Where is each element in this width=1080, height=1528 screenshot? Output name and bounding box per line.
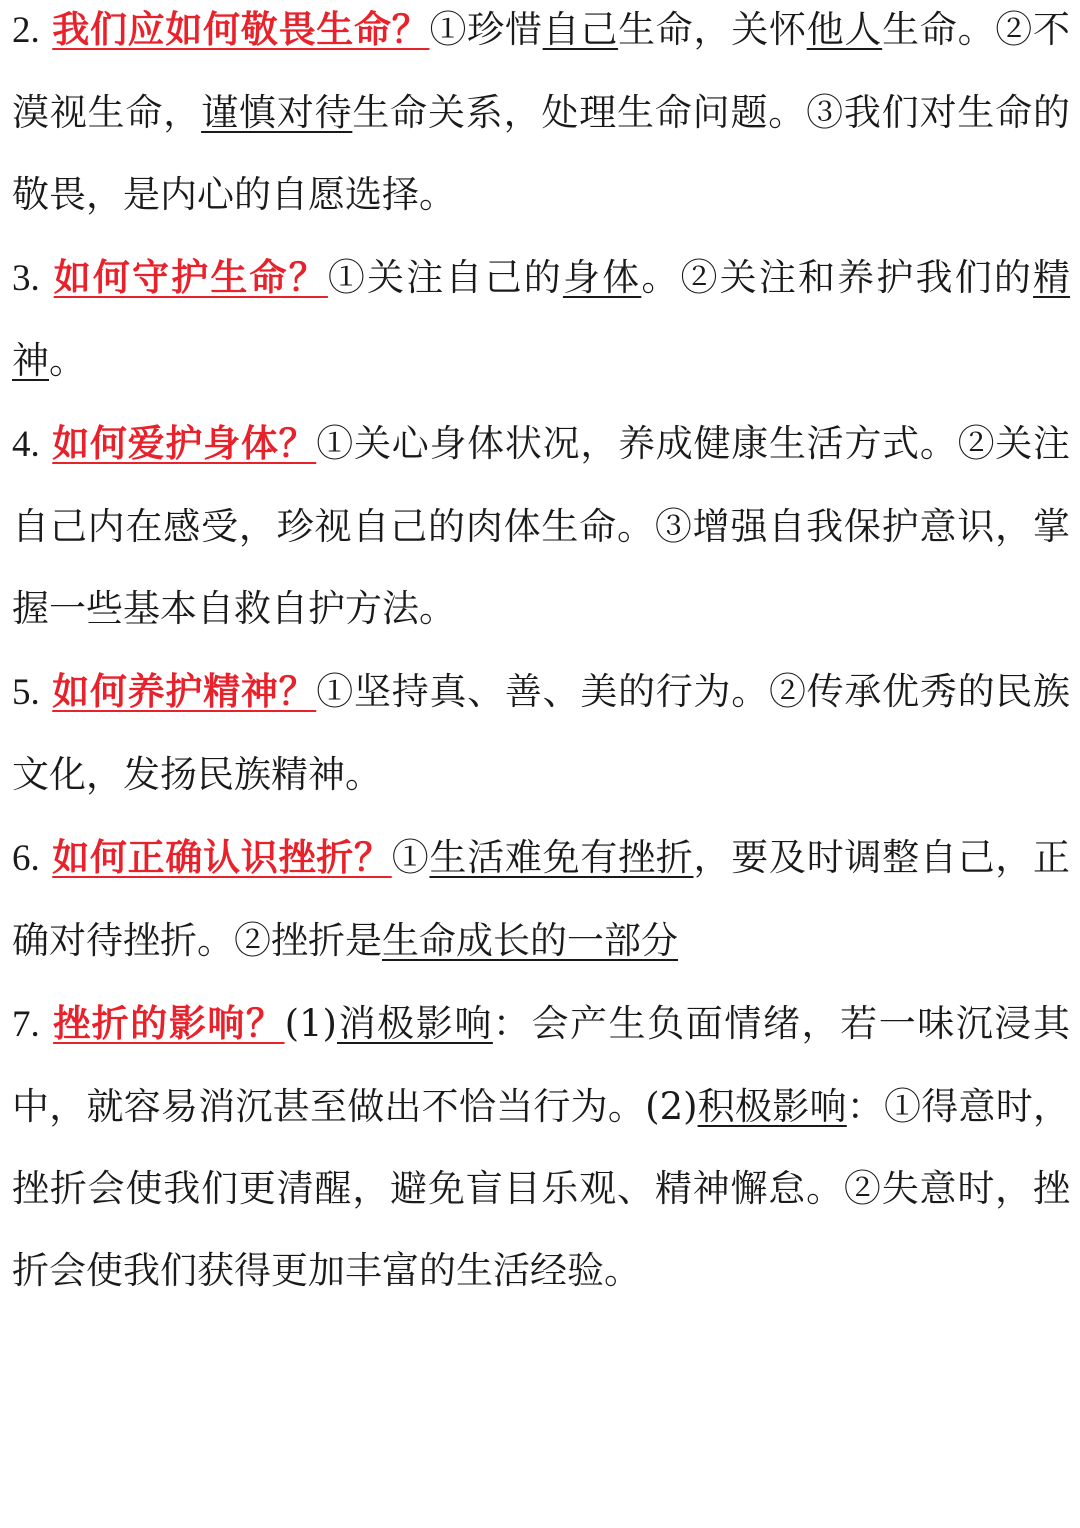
question-heading: 如何守护生命？ [53,255,328,299]
underlined-keyword: 积极影响 [697,1085,847,1128]
question-heading: 如何爱护身体？ [52,421,317,465]
item-number: 4. [12,424,40,465]
underlined-keyword: 谨慎对待 [201,91,353,134]
item-number: 2. [12,10,40,51]
item-number: 7. [12,1004,40,1045]
question-heading: 如何养护精神？ [52,669,317,713]
answer-text: ① [391,836,430,879]
item-number: 5. [12,672,40,713]
note-item-5 [12,650,1070,816]
answer-text: ：①得意时，挫折会使我们更清醒，避免盲目乐观、精神懈怠。②失意时，挫折会使我们获得更加丰富的生活经验。 [12,1085,1070,1292]
answer-text: ，要及时调整自己，正确对待挫折。②挫折是 [12,836,1071,962]
underlined-keyword: 他人 [806,8,883,51]
answer-text: ：会产生负面情绪，若一味沉浸其中，就容易消沉甚至做出不恰当行为。(2) [12,1002,1071,1128]
underlined-keyword: 生活难免有挫折 [429,836,694,879]
item-number: 6. [12,838,40,879]
answer-text: (1) [284,1002,337,1045]
answer-text: 生命关系，处理生命问题。③我们对生命的敬畏，是内心的自愿选择。 [12,91,1071,216]
question-heading: 挫折的影响？ [53,1001,285,1045]
note-item-7 [12,982,1070,1312]
item-number: 3. [12,258,40,299]
answer-text: ①关心身体状况，养成健康生活方式。②关注自己内在感受，珍视自己的肉体生命。③增强自我保护意识，掌握一些基本自救自护方法。 [12,422,1071,630]
underlined-keyword: 自己 [542,8,619,51]
note-item-3 [12,236,1070,402]
answer-text: 生命，关怀 [618,8,807,51]
answer-text: 。 [49,339,86,382]
underlined-keyword: 生命成长的一部分 [382,919,678,962]
note-item-2 [12,0,1070,236]
answer-text: 。②关注和养护我们的 [641,256,1034,299]
answer-text: ①关注自己的 [327,256,563,299]
underlined-keyword: 精神 [12,256,1071,382]
question-heading: 如何正确认识挫折？ [52,835,392,879]
question-heading: 我们应如何敬畏生命？ [52,7,430,51]
answer-text: ①珍惜 [429,8,543,51]
underlined-keyword: 消极影响 [337,1002,493,1045]
answer-text: 生命。②不漠视生命， [12,8,1071,134]
answer-text: ①坚持真、善、美的行为。②传承优秀的民族文化，发扬民族精神。 [12,670,1071,796]
note-item-6 [12,816,1070,982]
underlined-keyword: 身体 [562,256,642,299]
note-item-4 [12,402,1070,650]
